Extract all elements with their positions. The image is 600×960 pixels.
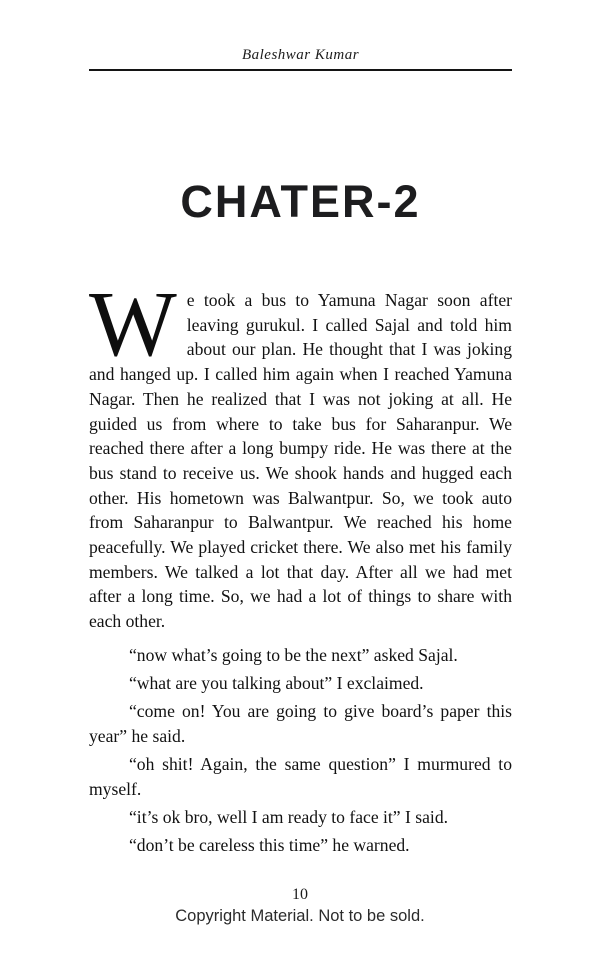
opening-paragraph bbox=[89, 273, 512, 634]
dialogue-line: “come on! You are going to give board’s paper this year” he said. bbox=[89, 701, 512, 746]
copyright-notice: Copyright Material. Not to be sold. bbox=[175, 907, 425, 925]
dialogue-line: “what are you talking about” I exclaimed. bbox=[129, 673, 424, 694]
page-footer bbox=[0, 886, 600, 926]
body-text bbox=[89, 273, 512, 858]
dialogue-section bbox=[89, 643, 512, 858]
page-number: 10 bbox=[292, 886, 308, 903]
opening-paragraph-text: e took a bus to Yamuna Nagar soon after leaving gurukul. I called Sajal and told him about our plan. He thought that I was joking and hanged up. I called him again when I reached Yamuna Nagar. Then he realized that I was not joking at all. He guided us from where to take bus for Saharanpur. We reached there after a long bumpy ride. He was there at the bus stand to receive us. We shook hands and hugged each other. His hometown was Balwantpur. So, we took auto from Saharanpur to Balwantpur. We reached his home peacefully. We played cricket there. We also met his family members. We talked a lot that day. After all we had met after a long time. So, we had a lot of things to share with each other. bbox=[89, 290, 512, 632]
dialogue-line: “oh shit! Again, the same question” I murmured to myself. bbox=[89, 754, 512, 799]
dialogue-line: “don’t be careless this time” he warned. bbox=[129, 835, 410, 856]
running-head bbox=[89, 46, 512, 71]
dialogue-line: “now what’s going to be the next” asked Sajal. bbox=[129, 644, 458, 665]
dialogue-line: “it’s ok bro, well I am ready to face it” I said. bbox=[129, 807, 449, 828]
chapter-title: CHATER-2 bbox=[180, 176, 421, 227]
drop-cap: W bbox=[89, 273, 177, 376]
author-name: Baleshwar Kumar bbox=[241, 47, 360, 63]
